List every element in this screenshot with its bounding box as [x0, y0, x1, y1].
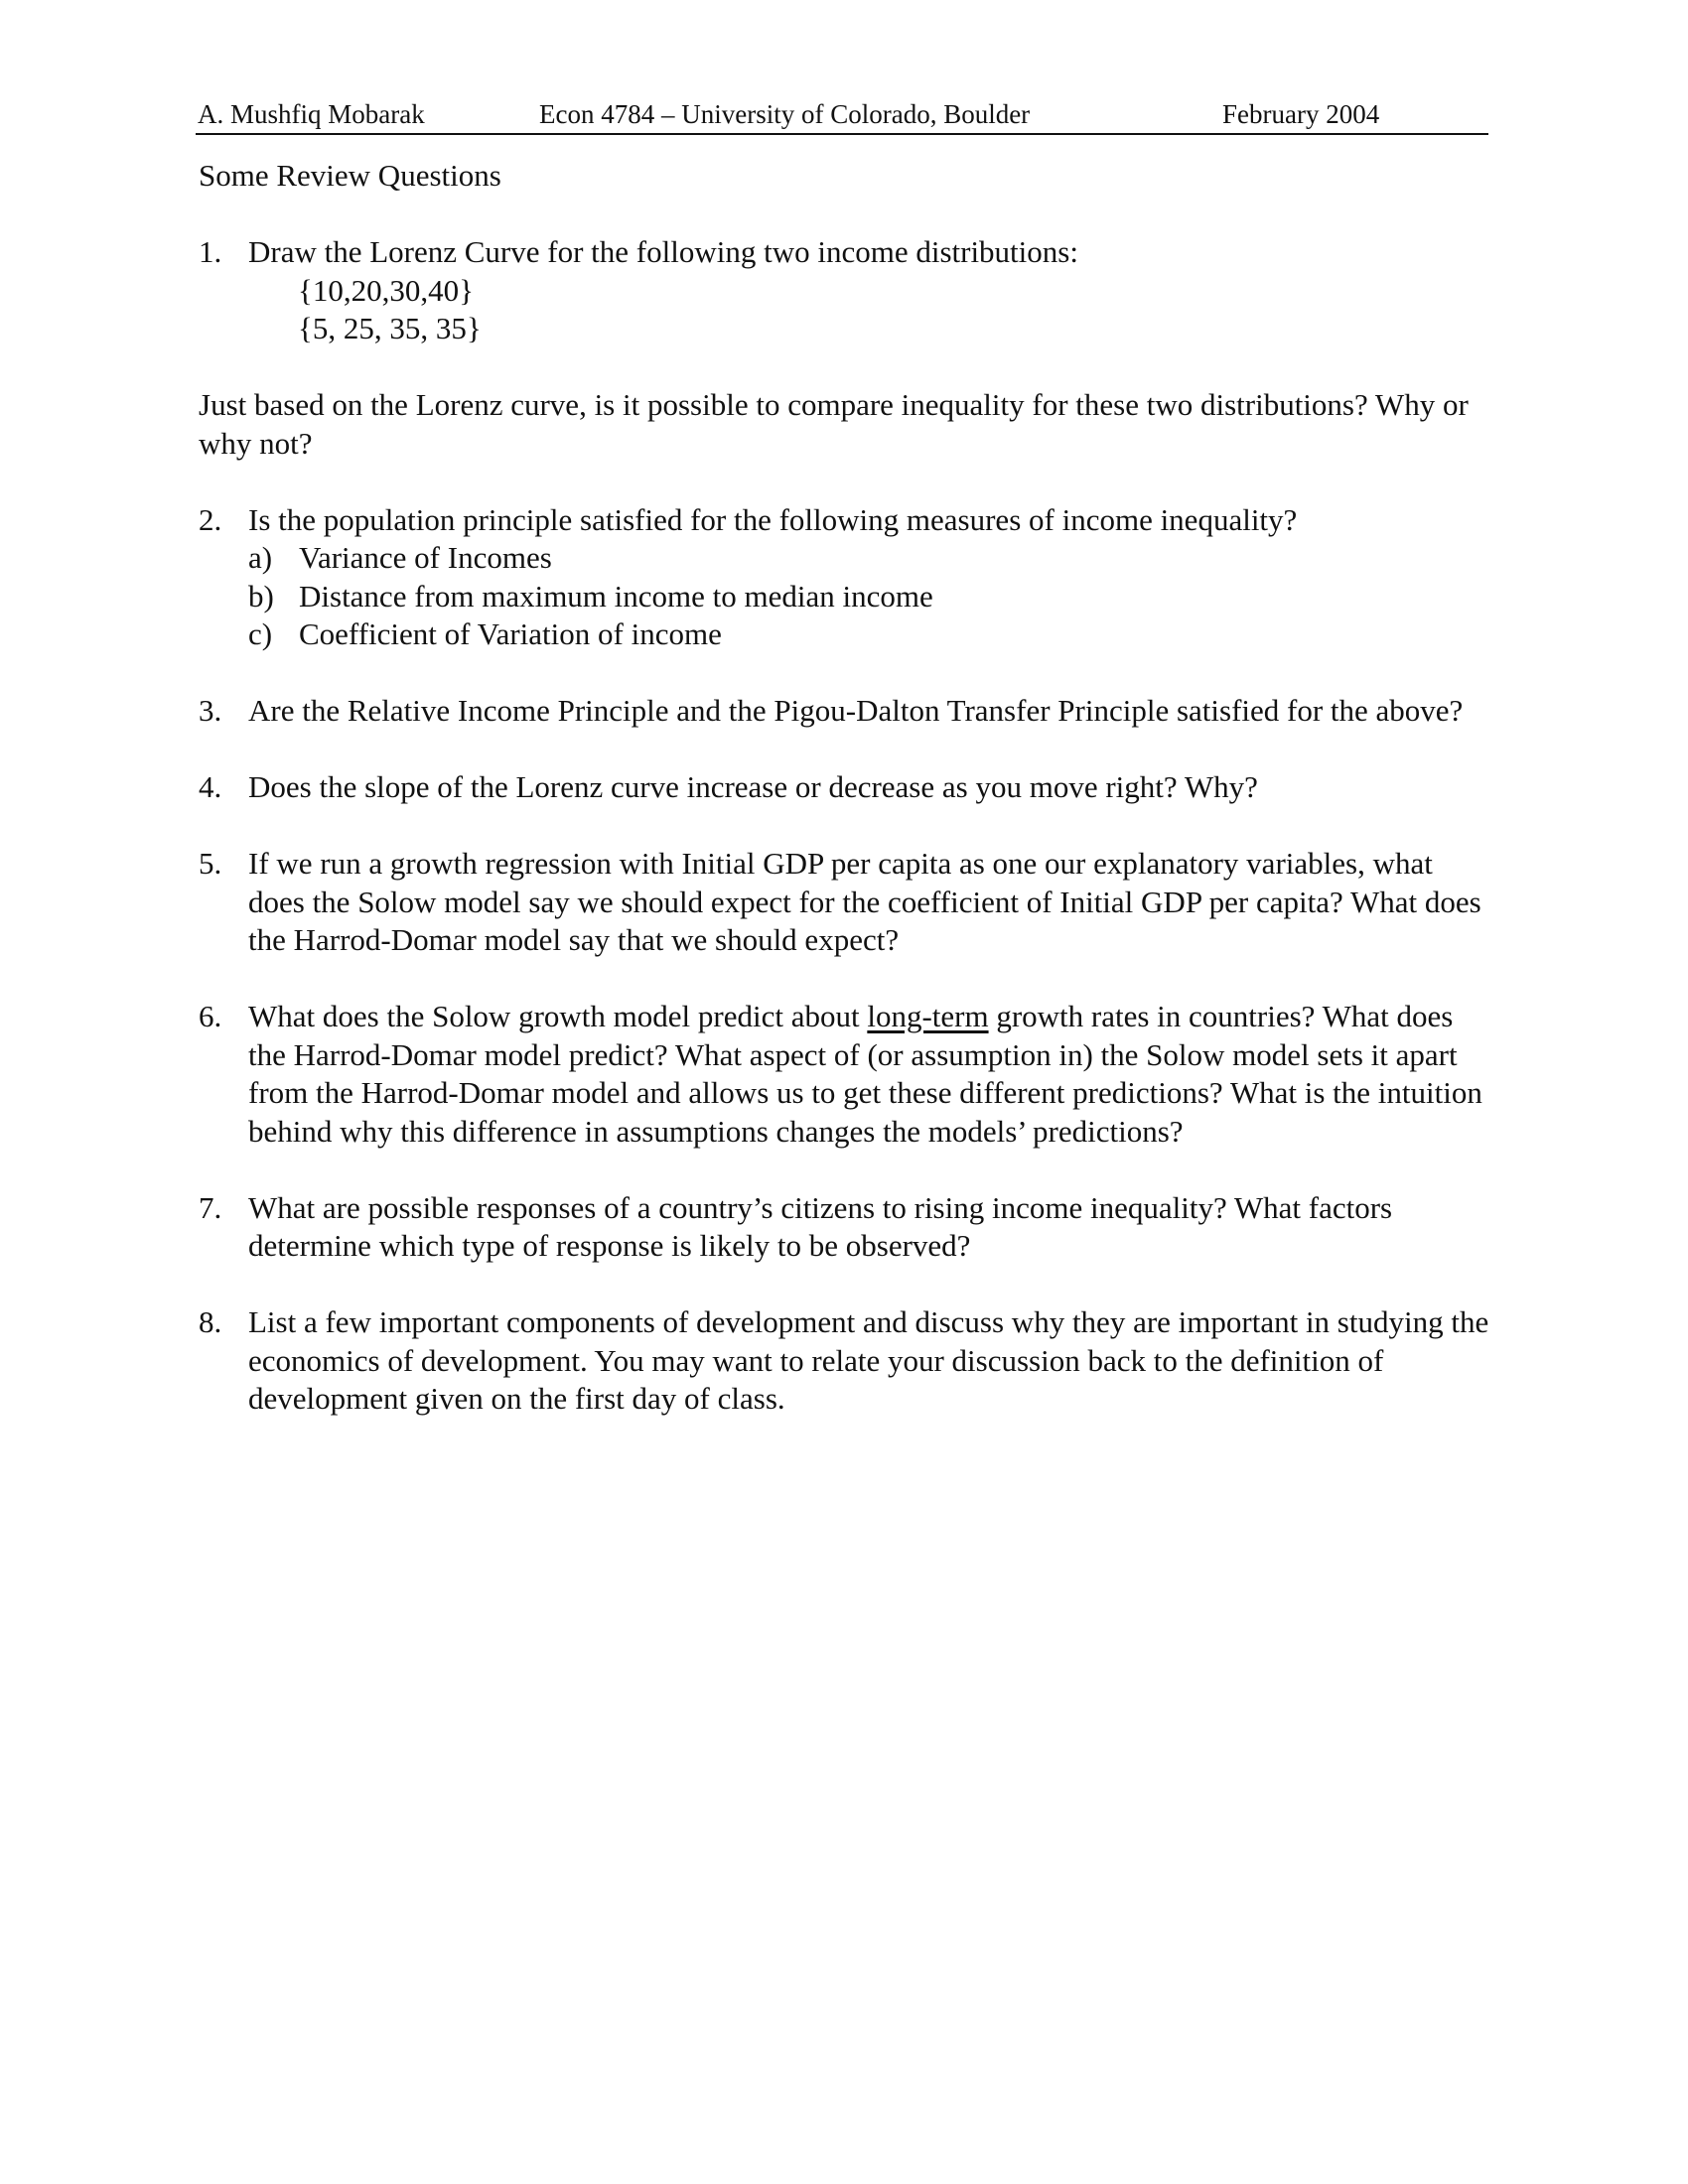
- question-number: 1.: [199, 234, 222, 269]
- question-text: What are possible responses of a country’s citizens to rising income inequality? What factors determine which type of response is likely to be observed?: [248, 1189, 1393, 1263]
- question-number: 7.: [199, 1189, 222, 1225]
- header-course: Econ 4784 – University of Colorado, Boulder: [539, 99, 1031, 129]
- subitem-letter: b): [248, 578, 274, 614]
- header-author: A. Mushfiq Mobarak: [198, 99, 425, 129]
- subitem-letter: a): [248, 540, 273, 575]
- lorenz-followup-text: Just based on the Lorenz curve, is it possible to compare inequality for these two distributions? Why or why not?: [199, 387, 1469, 461]
- question-6: [199, 998, 1489, 1151]
- question-text: If we run a growth regression with Initial GDP per capita as one our explanatory variables, what does the Solow model say we should expect for the coefficient of Initial GDP per capita? What does the Harrod-Domar model say that we should expect?: [248, 846, 1481, 957]
- question-2: [199, 501, 1489, 540]
- question-number: 6.: [199, 999, 222, 1033]
- subitem-text: Distance from maximum income to median income: [299, 578, 933, 614]
- subitem-a: [199, 539, 1489, 578]
- question-text: Is the population principle satisfied for the following measures of income inequality?: [248, 501, 1298, 537]
- question-7: [199, 1189, 1489, 1266]
- question-text-end: growth rates in countries? What does the Harrod-Domar model predict? What aspect of (or assumption in) the Solow model sets it apart from the Harrod-Domar model and allows us to get these different predictions? What is the intuition behind why this difference in assumptions changes the models’ predictions?: [248, 999, 1482, 1149]
- question-number: 4.: [199, 769, 222, 804]
- question-text-start: What does the Solow growth model predict about: [248, 999, 868, 1033]
- underlined-term: long-term: [867, 999, 989, 1033]
- question-8: [199, 1303, 1489, 1419]
- document-title: Some Review Questions: [199, 158, 501, 193]
- subitem-letter: c): [248, 616, 273, 651]
- question-number: 8.: [199, 1304, 222, 1339]
- question-text: List a few important components of development and discuss why they are important in studying the economics of development. You may want to relate your discussion back to the definition of development given on the first day of class.: [248, 1304, 1489, 1416]
- question-text: Draw the Lorenz Curve for the following two income distributions:: [248, 234, 1078, 269]
- question-text: Are the Relative Income Principle and the Pigou-Dalton Transfer Principle satisfied for the above?: [248, 693, 1464, 728]
- subitem-c: [199, 615, 1489, 654]
- question-number: 5.: [199, 846, 222, 881]
- subitem-text: Coefficient of Variation of income: [299, 616, 722, 651]
- header-date: February 2004: [1222, 99, 1380, 129]
- question-5: [199, 845, 1489, 960]
- question-number: 2.: [199, 501, 222, 537]
- subitem-b: [199, 578, 1489, 616]
- question-4: [199, 768, 1489, 807]
- question-1: [199, 233, 1489, 272]
- subitem-text: Variance of Incomes: [299, 540, 552, 575]
- question-text: [248, 998, 1489, 1151]
- question-number: 3.: [199, 693, 222, 728]
- distribution-set-1: {10,20,30,40}: [298, 272, 475, 308]
- question-text: Does the slope of the Lorenz curve increase or decrease as you move right? Why?: [248, 769, 1258, 804]
- page-header: [196, 99, 1488, 135]
- question-3: [199, 692, 1489, 731]
- distribution-set-2: {5, 25, 35, 35}: [298, 311, 482, 345]
- document-body: [199, 157, 1489, 1419]
